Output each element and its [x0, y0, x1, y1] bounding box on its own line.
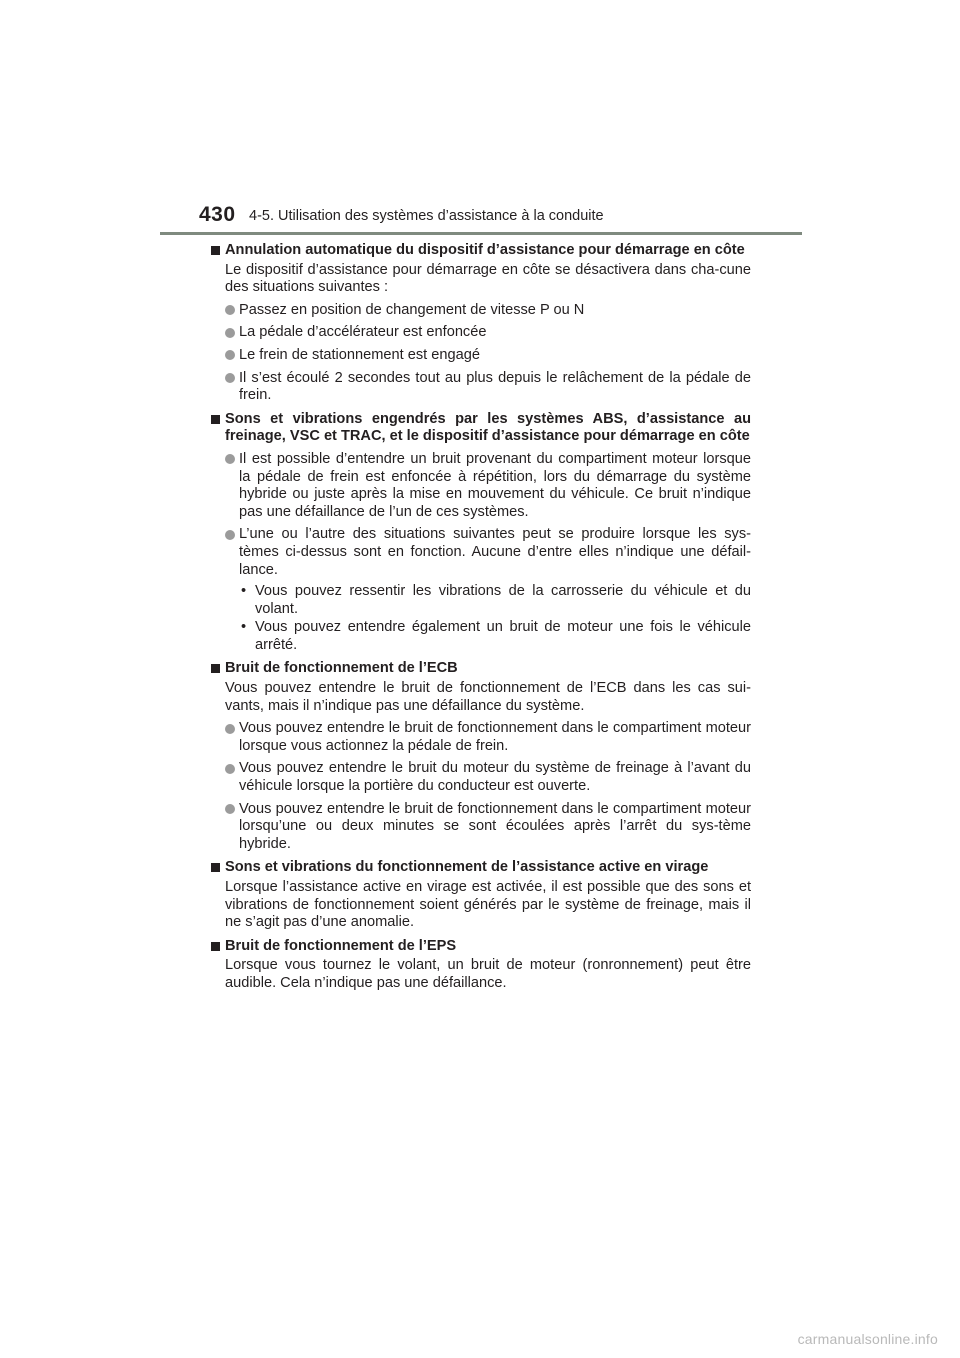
bullet-icon	[225, 724, 235, 734]
section-ecb-noise	[211, 660, 751, 853]
bullet-item: La pédale d’accélérateur est enfoncée	[225, 324, 751, 342]
bullet-icon	[225, 305, 235, 315]
section-title: Sons et vibrations du fonctionnement de l’assistance active en virage	[225, 859, 709, 876]
section-marker-icon	[211, 415, 220, 424]
bullet-item: L’une ou l’autre des situations suivantes peut se produire lorsque les sys-tèmes ci-dessus sont en fonction. Aucune d’entre elles n’indique une défail-lance. • Vous pouvez ressentir les vibrations de la carrosserie du véhicule et du volant. • Vous pouvez entendre également un bruit de moteur une fois le véhicule arrêté.	[225, 526, 751, 654]
section-marker-icon	[211, 863, 220, 872]
section-marker-icon	[211, 246, 220, 255]
sub-bullet-icon: •	[241, 583, 247, 600]
section-title: Annulation automatique du dispositif d’assistance pour démarrage en côte	[225, 242, 745, 258]
bullet-icon	[225, 328, 235, 338]
section-title: 4-5. Utilisation des systèmes d’assistance à la conduite	[249, 208, 604, 224]
sub-item: • Vous pouvez entendre également un bruit de moteur une fois le véhicule arrêté.	[241, 619, 751, 653]
bullet-icon	[225, 454, 235, 464]
bullet-item: Vous pouvez entendre le bruit de fonctionnement dans le compartiment moteur lorsque vous actionnez la pédale de frein.	[225, 720, 751, 755]
section-marker-icon	[211, 942, 220, 951]
bullet-item: Le frein de stationnement est engagé	[225, 347, 751, 365]
section-paragraph: Le dispositif d’assistance pour démarrage en côte se désactivera dans cha-cune des situations suivantes :	[225, 261, 751, 296]
bullet-item: Vous pouvez entendre le bruit de fonctionnement dans le compartiment moteur lorsqu’une ou deux minutes se sont écoulées après l’arrêt du sys-tème hybride.	[225, 801, 751, 854]
bullet-item: Vous pouvez entendre le bruit du moteur du système de freinage à l’avant du véhicule lorsque la portière du conducteur est ouverte.	[225, 760, 751, 795]
bullet-icon	[225, 530, 235, 540]
section-title: Bruit de fonctionnement de l’EPS	[225, 937, 457, 954]
section-paragraph: Lorsque vous tournez le volant, un bruit de moteur (ronronnement) peut être audible. Cela n’indique pas une défaillance.	[225, 957, 751, 991]
bullet-icon	[225, 350, 235, 360]
page-content	[211, 242, 751, 999]
section-active-cornering	[211, 859, 751, 931]
section-abs-sounds	[211, 411, 751, 655]
header-rule	[160, 232, 802, 235]
watermark: carmanualsonline.info	[797, 1331, 938, 1347]
section-eps-noise	[211, 938, 751, 993]
bullet-item: Il est possible d’entendre un bruit provenant du compartiment moteur lorsque la pédale de frein est enfoncée à répétition, lors du démarrage du système hybride ou juste après la mise en mouvement du véhicule. Ce bruit n’indique pas une défaillance de l’un de ces systèmes.	[225, 451, 751, 521]
sub-bullet-icon: •	[241, 619, 247, 636]
section-paragraph: Vous pouvez entendre le bruit de fonctionnement de l’ECB dans les cas sui-vants, mais il n’indique pas une défaillance du système.	[225, 680, 751, 714]
bullet-item: Il s’est écoulé 2 secondes tout au plus depuis le relâchement de la pédale de frein.	[225, 370, 751, 405]
bullet-icon	[225, 804, 235, 814]
sub-item: • Vous pouvez ressentir les vibrations de la carrosserie du véhicule et du volant.	[241, 583, 751, 617]
section-hill-start-cancel	[211, 242, 751, 405]
section-title: Bruit de fonctionnement de l’ECB	[225, 660, 458, 677]
section-marker-icon	[211, 664, 220, 673]
section-paragraph: Lorsque l’assistance active en virage est activée, il est possible que des sons et vibrations de fonctionnement soient générés par le système de freinage, mais il ne s’agit pas d’une anomalie.	[225, 879, 751, 931]
bullet-icon	[225, 764, 235, 774]
page-number: 430	[199, 203, 236, 226]
bullet-icon	[225, 373, 235, 383]
bullet-item: Passez en position de changement de vitesse P ou N	[225, 302, 751, 320]
section-title: Sons et vibrations engendrés par les systèmes ABS, d’assistance au freinage, VSC et TRAC, et le dispositif d’assistance pour démarrage en côte	[225, 410, 751, 445]
